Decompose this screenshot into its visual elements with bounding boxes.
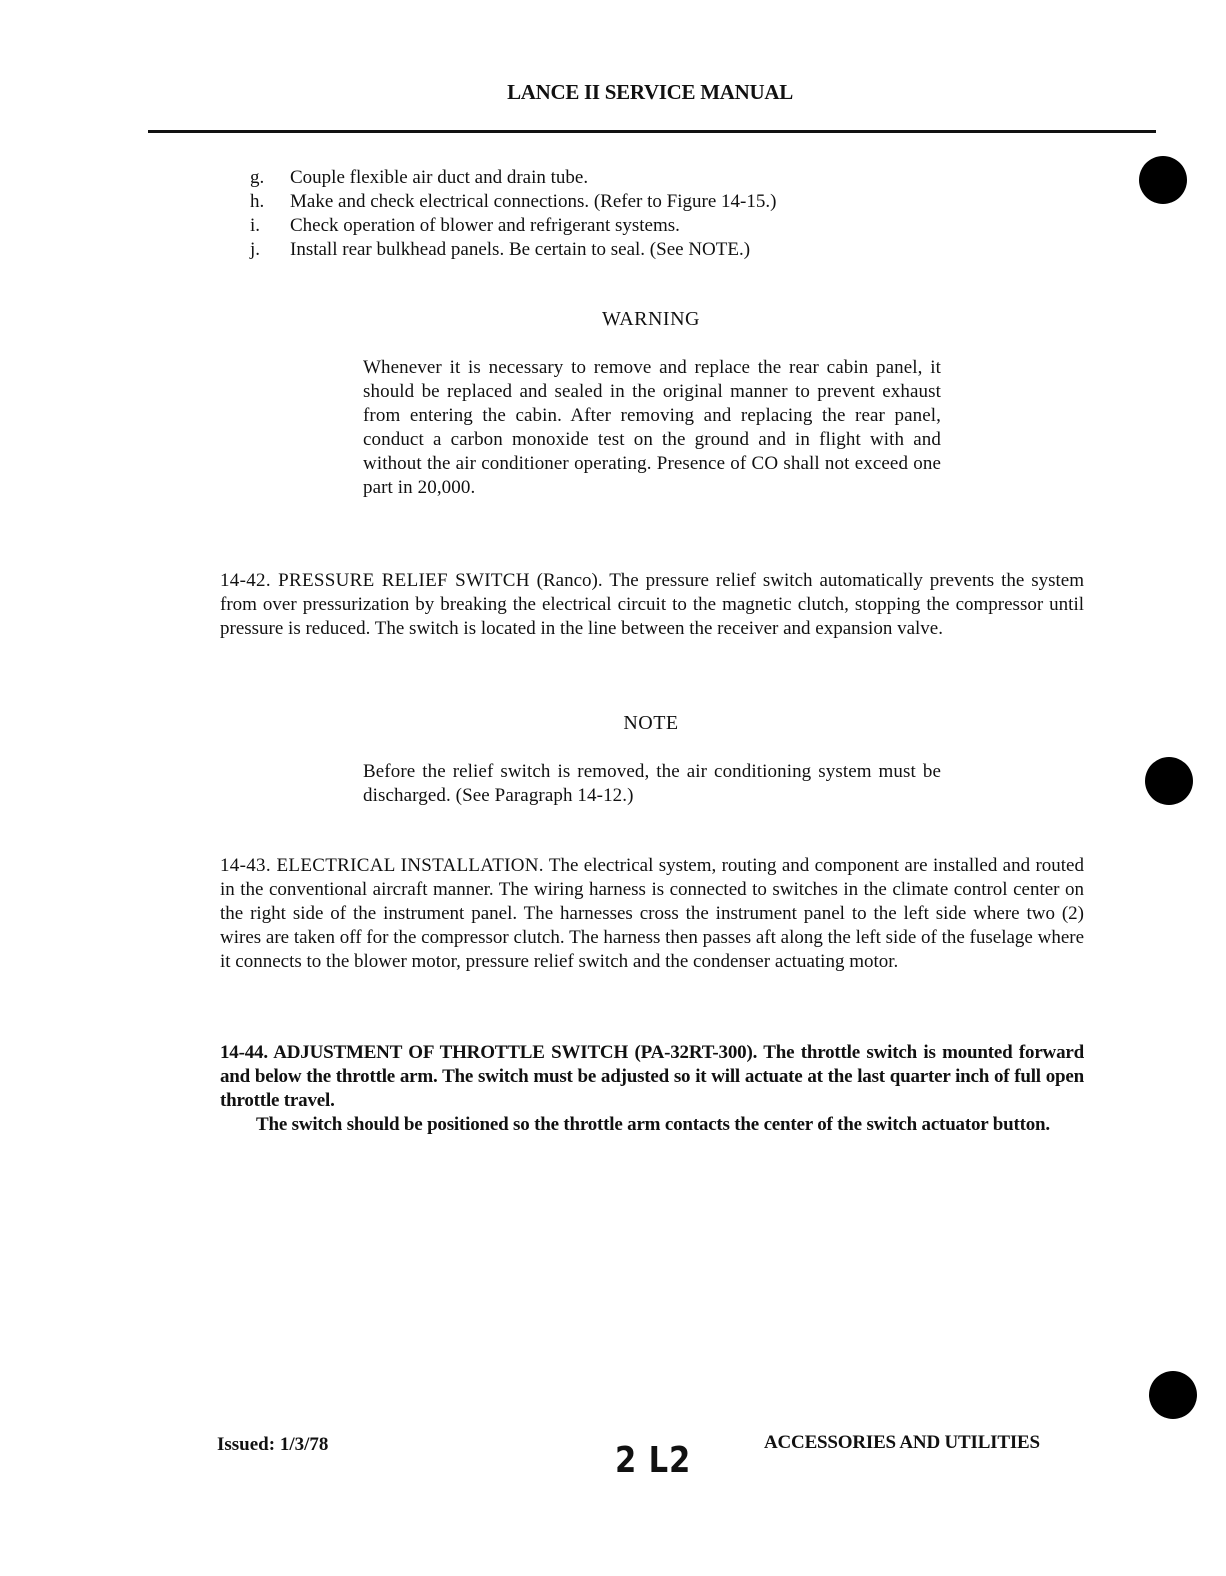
note-text: Before the relief switch is removed, the air conditioning system must be discharged. (See Paragraph 14-12.) [363, 761, 941, 806]
footer-issued-date: Issued: 1/3/78 [217, 1434, 329, 1455]
note-title: NOTE [623, 712, 679, 734]
step-item [250, 166, 776, 190]
paragraph-heading: 14-43. ELECTRICAL INSTALLATION. [220, 855, 544, 876]
step-text: Couple flexible air duct and drain tube. [290, 167, 589, 188]
step-letter: j. [250, 239, 261, 260]
punch-hole-icon [1139, 156, 1187, 204]
punch-hole-icon [1149, 1371, 1197, 1419]
paragraph-body: The electrical system, routing and component are installed and routed in the conventional aircraft manner. The wiring harness is connected to switches in the climate control center on the right side of the instrument panel. The harnesses cross the instrument panel to the left side where two (2) wires are taken off for the compressor clutch. The harness then passes aft along the left side of the fuselage where it connects to the blower motor, pressure relief switch and the condenser actuating motor. [220, 855, 1085, 972]
step-item [250, 190, 776, 214]
step-letter: h. [250, 191, 265, 212]
step-item [250, 238, 776, 262]
paragraph-heading: 14-42. PRESSURE RELIEF SWITCH [220, 570, 530, 591]
punch-hole-icon [1145, 757, 1193, 805]
page-header-title: LANCE II SERVICE MANUAL [507, 80, 793, 104]
paragraph-heading: 14-44. ADJUSTMENT OF THROTTLE SWITCH [220, 1042, 629, 1063]
footer-page-number: 2 L2 [615, 1440, 692, 1481]
warning-title: WARNING [602, 308, 700, 330]
step-text: Install rear bulkhead panels. Be certain to seal. (See NOTE.) [290, 239, 751, 260]
step-letter: g. [250, 167, 265, 188]
step-text: Check operation of blower and refrigerant systems. [290, 215, 680, 236]
paragraph-14-43 [220, 854, 1084, 974]
warning-text: Whenever it is necessary to remove and replace the rear cabin panel, it should be replaced and sealed in the original manner to prevent exhaust from entering the cabin. After removing and replacing the rear panel, conduct a carbon monoxide test on the ground and in flight with and without the air conditioner operating. Presence of CO shall not exceed one part in 20,000. [363, 357, 941, 498]
header-rule [148, 130, 1156, 133]
footer-section-title: ACCESSORIES AND UTILITIES [764, 1432, 1040, 1453]
step-letter: i. [250, 215, 261, 236]
paragraph-body: (Ranco). The pressure relief switch automatically prevents the system from over pressurization by breaking the electrical circuit to the magnetic clutch, stopping the compressor until pressure is reduced. The switch is located in the line between the receiver and expansion valve. [220, 570, 1084, 639]
paragraph-14-44 [220, 1041, 1084, 1137]
step-text: Make and check electrical connections. (Refer to Figure 14-15.) [290, 191, 777, 212]
paragraph-body: (PA-32RT-300). The throttle switch is mounted forward and below the throttle arm. The switch must be adjusted so it will actuate at the last quarter inch of full open throttle travel. [220, 1042, 1084, 1111]
procedure-steps [250, 166, 776, 262]
paragraph-body-continued: The switch should be positioned so the throttle arm contacts the center of the switch actuator button. [256, 1114, 1050, 1135]
step-item [250, 214, 776, 238]
paragraph-14-42 [220, 569, 1084, 641]
